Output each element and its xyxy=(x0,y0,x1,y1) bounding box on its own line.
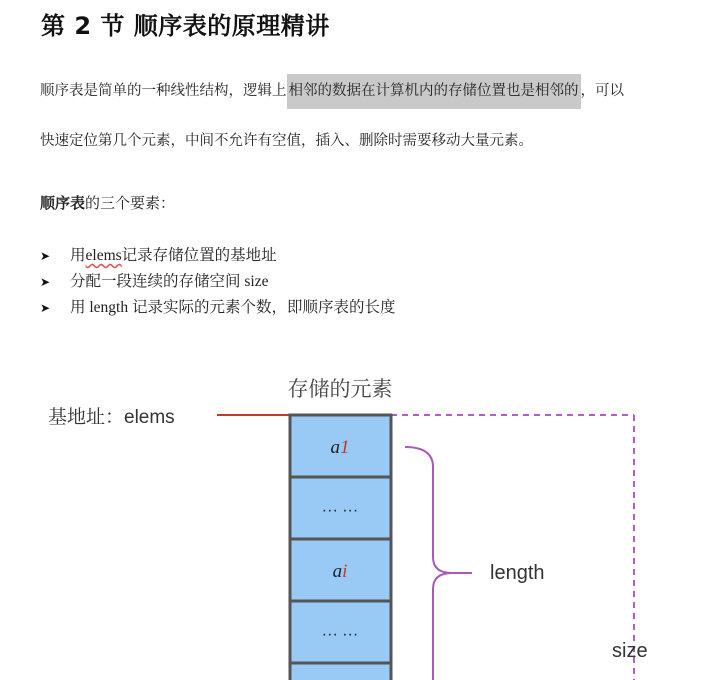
bullet-pre: 用 xyxy=(70,247,86,264)
cell-label-ai: ai xyxy=(332,561,348,582)
intro-highlight: 相邻的数据在计算机内的存储位置也是相邻的 xyxy=(287,74,581,109)
intro-line-2: 快速定位第几个元素，中间不允许有空值，插入、删除时需要移动大量元素。 xyxy=(40,133,533,149)
base-address-label: 基地址：elems xyxy=(48,407,175,428)
bullet-text: 用 length 记录实际的元素个数，即顺序表的长度 xyxy=(70,299,396,316)
elements-heading-bold: 顺序表 xyxy=(40,194,86,212)
intro-text-before: 顺序表是简单的一种线性结构，逻辑上 xyxy=(40,83,287,99)
intro-text-after: ，可以 xyxy=(580,83,624,99)
arrow-bullet-icon: ➤ xyxy=(40,249,51,263)
bullet-text: 分配一段连续的存储空间 size xyxy=(70,273,269,290)
page-title: 第 2 节 顺序表的原理精讲 xyxy=(41,12,330,40)
sequential-list-diagram xyxy=(0,355,721,680)
intro-line-1 xyxy=(40,79,624,100)
elements-heading xyxy=(40,192,175,213)
elements-heading-rest: 的三个要素： xyxy=(85,194,176,212)
list-item xyxy=(40,269,396,295)
size-label: size xyxy=(612,640,648,662)
memory-cell xyxy=(290,663,391,680)
bullet-post: 记录存储位置的基地址 xyxy=(121,247,277,264)
cell-label-ellipsis: ··· ··· xyxy=(321,502,359,519)
arrow-bullet-icon: ➤ xyxy=(40,275,51,289)
elements-list xyxy=(40,243,396,321)
length-label: length xyxy=(490,562,545,584)
cell-label-ellipsis: ··· ··· xyxy=(321,626,359,643)
arrow-bullet-icon: ➤ xyxy=(40,301,51,315)
diagram-header: 存储的元素 xyxy=(287,378,393,401)
bullet-term: elems xyxy=(85,247,122,264)
length-brace xyxy=(405,447,452,680)
list-item xyxy=(40,295,396,321)
list-item xyxy=(40,243,396,269)
cell-label-a1: a1 xyxy=(330,437,350,458)
